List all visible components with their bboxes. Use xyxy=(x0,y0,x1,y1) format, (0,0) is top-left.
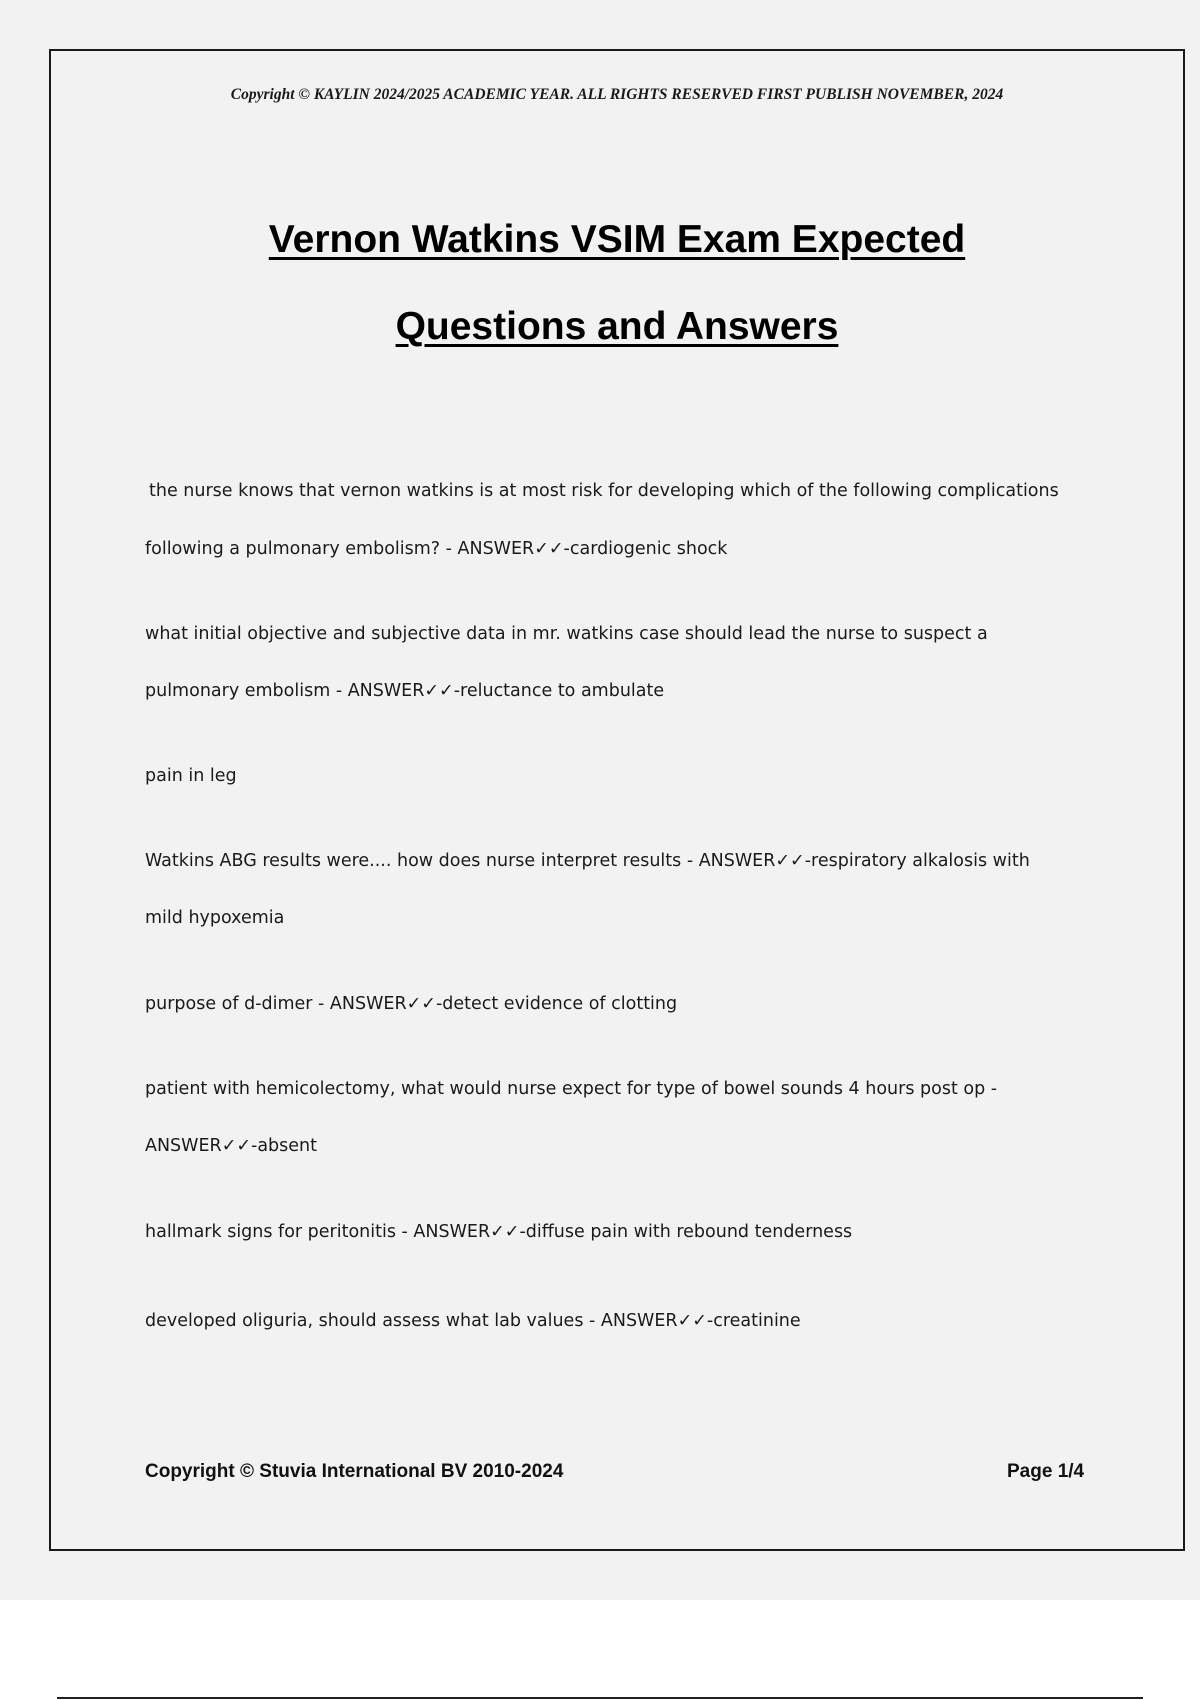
footer-copyright: Copyright © Stuvia International BV 2010-2024 xyxy=(145,1461,564,1482)
qa-line-12: developed oliguria, should assess what lab values - ANSWER✓✓-creatinine xyxy=(145,1311,801,1331)
qa-line-2: following a pulmonary embolism? - ANSWER✓✓-cardiogenic shock xyxy=(145,539,728,559)
document-title-line-1 xyxy=(0,218,1200,262)
qa-line-4: pulmonary embolism - ANSWER✓✓-reluctance to ambulate xyxy=(145,681,665,701)
header-copyright: Copyright © KAYLIN 2024/2025 ACADEMIC YEAR. ALL RIGHTS RESERVED FIRST PUBLISH NOVEMBER, 2024 xyxy=(230,86,1004,103)
next-page-divider xyxy=(57,1697,1143,1699)
qa-line-10: ANSWER✓✓-absent xyxy=(145,1136,318,1156)
qa-line-11: hallmark signs for peritonitis - ANSWER✓✓-diffuse pain with rebound tenderness xyxy=(145,1222,853,1242)
title-line-1-text: Vernon Watkins VSIM Exam Expected xyxy=(268,218,966,261)
qa-line-9: patient with hemicolectomy, what would nurse expect for type of bowel sounds 4 hours post op - xyxy=(145,1079,998,1099)
qa-line-7: mild hypoxemia xyxy=(145,908,285,928)
document-title-line-2 xyxy=(0,305,1200,349)
qa-line-8: purpose of d-dimer - ANSWER✓✓-detect evidence of clotting xyxy=(145,994,678,1014)
qa-line-1: the nurse knows that vernon watkins is at most risk for developing which of the following complications xyxy=(149,481,1059,501)
title-line-2-text: Questions and Answers xyxy=(395,305,839,348)
qa-line-6: Watkins ABG results were.... how does nurse interpret results - ANSWER✓✓-respiratory alkalosis with xyxy=(145,851,1030,871)
page-number: Page 1/4 xyxy=(1007,1461,1085,1482)
qa-line-3: what initial objective and subjective data in mr. watkins case should lead the nurse to suspect a xyxy=(145,624,988,644)
qa-line-5: pain in leg xyxy=(145,766,237,786)
